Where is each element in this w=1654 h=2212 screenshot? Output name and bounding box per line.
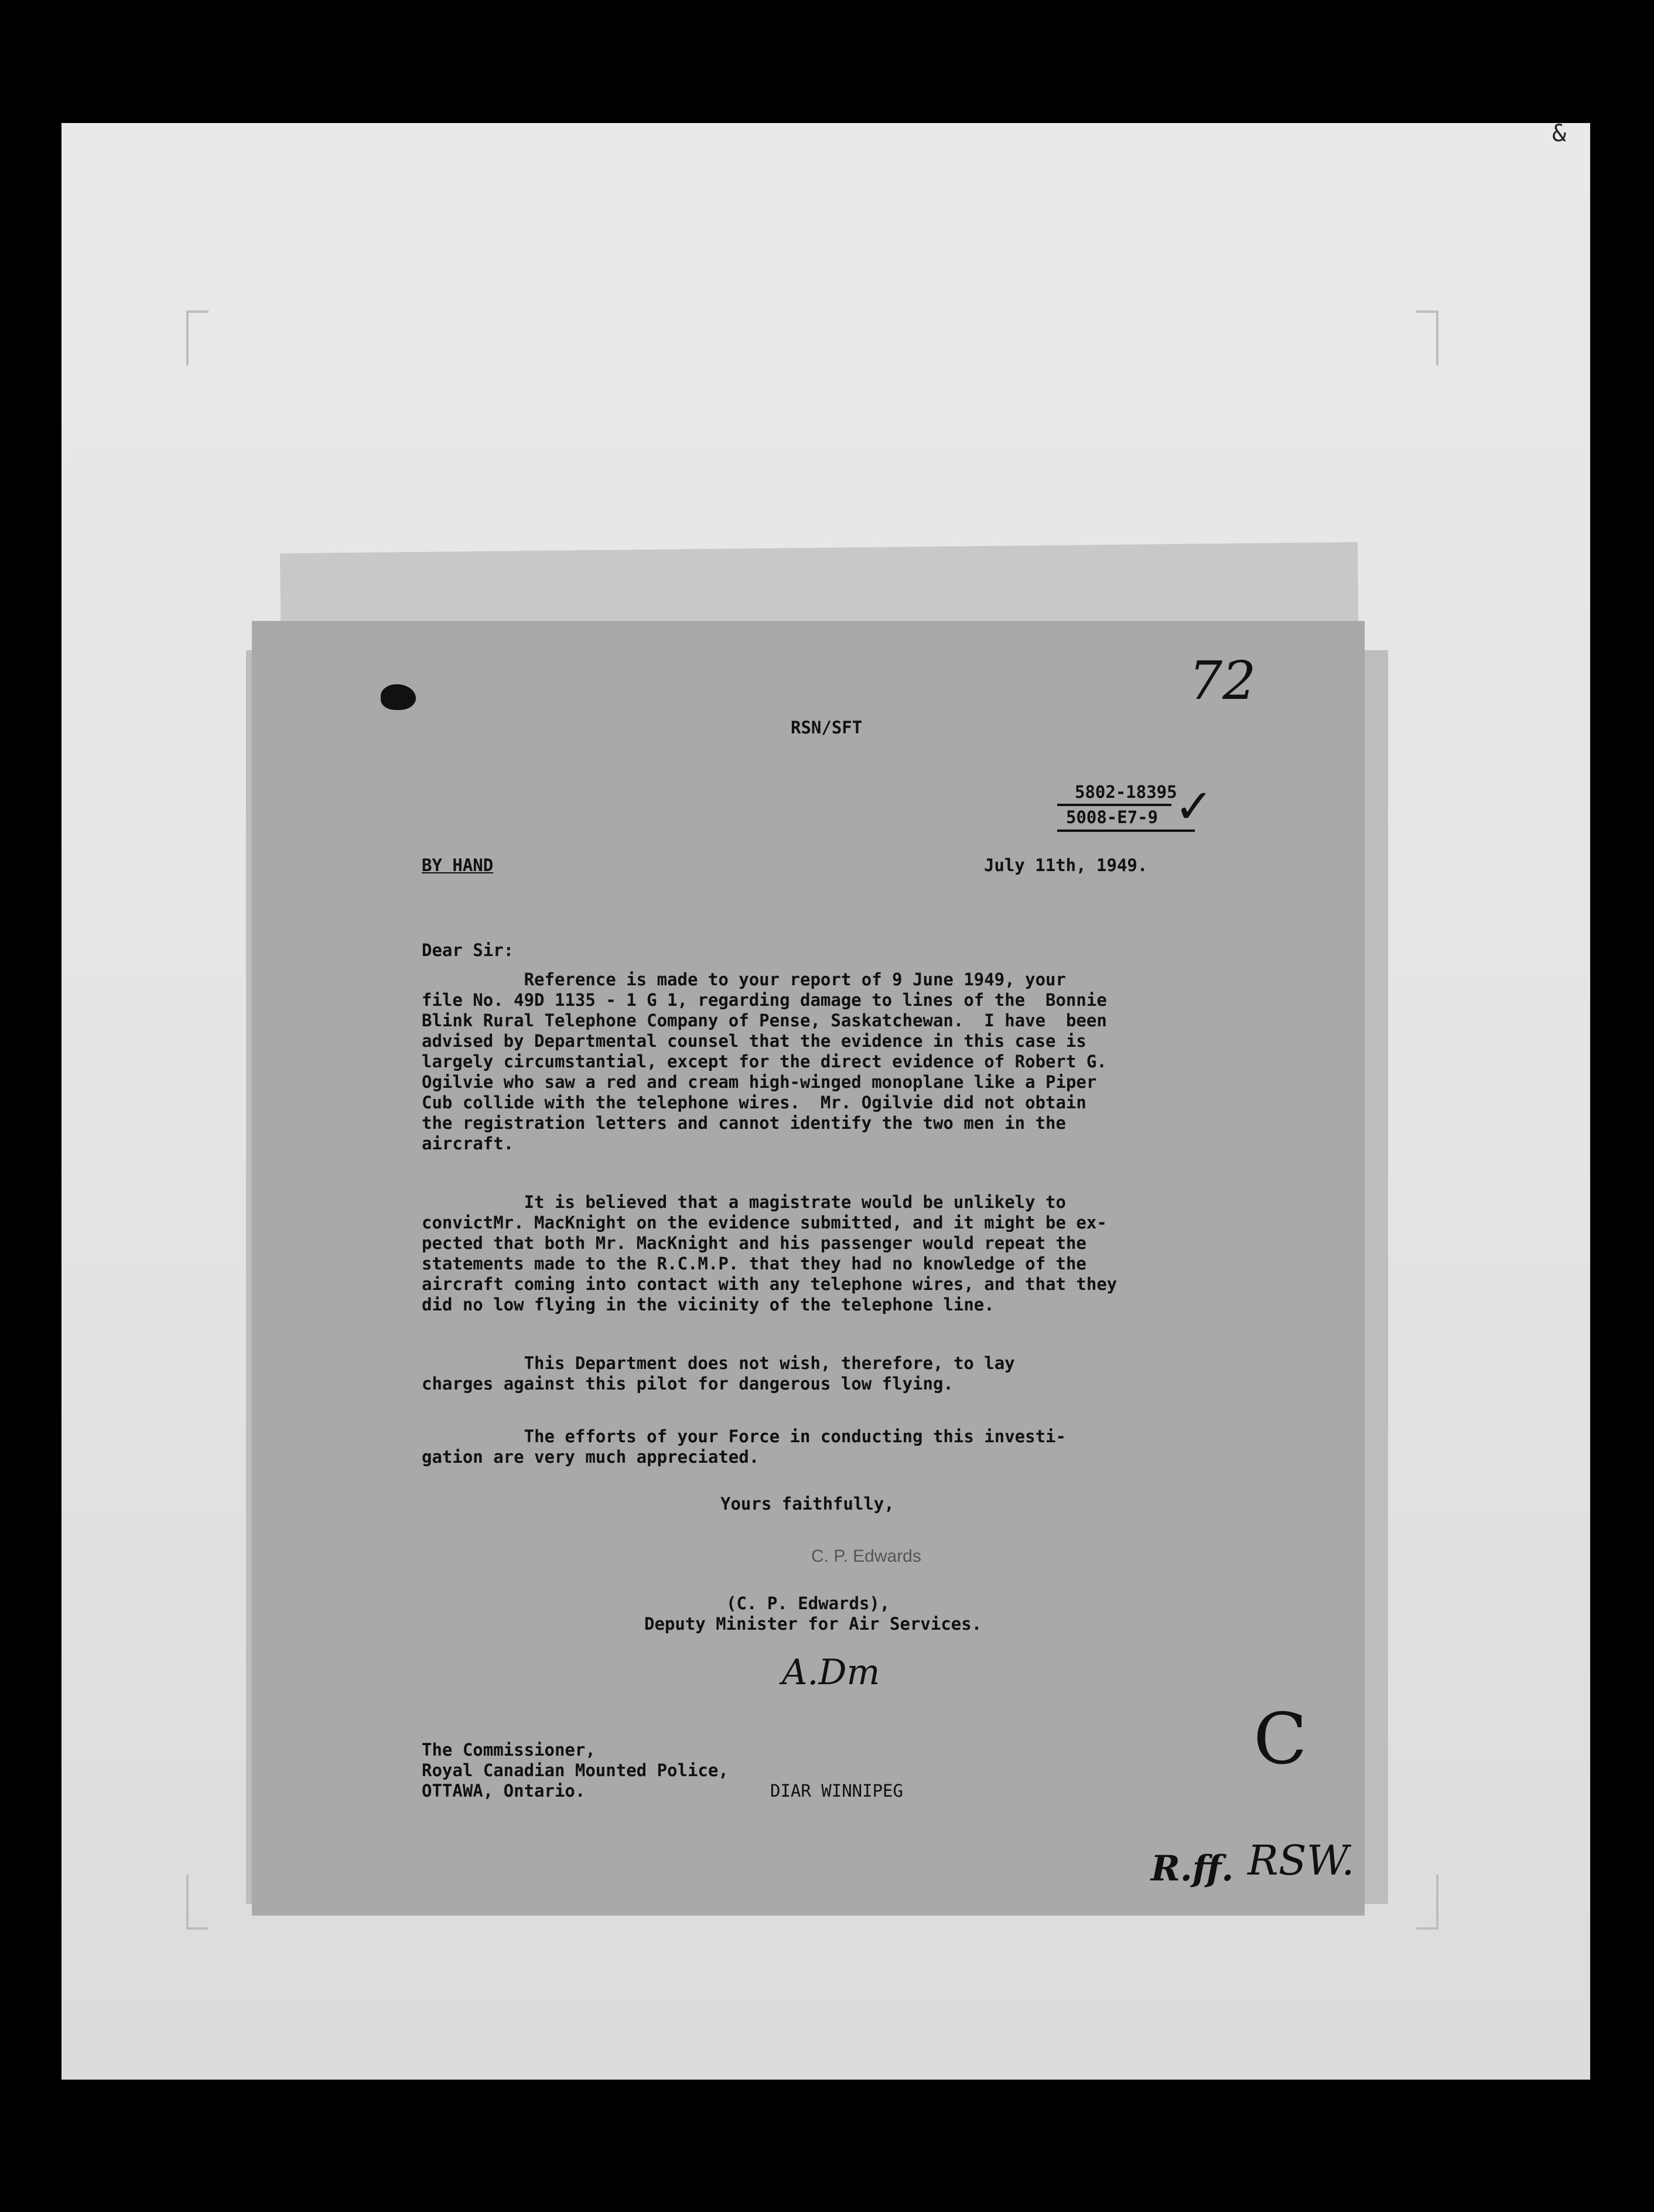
- reference-initials: RSN/SFT: [791, 718, 863, 738]
- delivery-method: BY HAND: [422, 855, 494, 875]
- closing: Yours faithfully,: [720, 1494, 894, 1514]
- body-line: Ogilvie who saw a red and cream high-winged monoplane like a Piper: [422, 1072, 1097, 1092]
- addressee-line: The Commissioner,: [422, 1740, 596, 1760]
- body-line: It is believed that a magistrate would be unlikely to: [422, 1192, 1066, 1212]
- edge-mark: &: [1552, 120, 1567, 147]
- page-number: 72: [1189, 650, 1256, 712]
- body-line: largely circumstantial, except for the direct evidence of Robert G.: [422, 1052, 1107, 1071]
- addressee-line: OTTAWA, Ontario.: [422, 1781, 586, 1801]
- body-line: Blink Rural Telephone Company of Pense, Saskatchewan. I have been: [422, 1011, 1107, 1030]
- handwritten-initials-bottom-2: RSW.: [1248, 1836, 1355, 1885]
- body-line: aircraft.: [422, 1134, 514, 1153]
- file-reference-1: 5802-18395: [1075, 782, 1177, 802]
- addressee-line: Royal Canadian Mounted Police,: [422, 1760, 729, 1780]
- body-line: charges against this pilot for dangerous low flying.: [422, 1374, 954, 1394]
- body-line: The efforts of your Force in conducting this investi-: [422, 1426, 1066, 1446]
- crop-mark-bottom-left: [186, 1875, 209, 1930]
- body-line: This Department does not wish, therefore, to lay: [422, 1353, 1015, 1373]
- body-line: pected that both Mr. MacKnight and his passenger would repeat the: [422, 1233, 1086, 1253]
- file-reference-2: 5008-E7-9: [1066, 807, 1159, 827]
- margin-mark: C: [1253, 1699, 1307, 1780]
- signatory-title: Deputy Minister for Air Services.: [644, 1614, 982, 1634]
- checkmark-icon: ✓: [1174, 779, 1214, 834]
- body-line: did no low flying in the vicinity of the telephone line.: [422, 1295, 995, 1315]
- punch-hole: [381, 684, 416, 710]
- salutation: Dear Sir:: [422, 940, 514, 960]
- body-line: the registration letters and cannot identify the two men in the: [422, 1113, 1066, 1133]
- signatory-name: (C. P. Edwards),: [726, 1593, 890, 1613]
- body-line: Reference is made to your report of 9 June 1949, your: [422, 970, 1066, 989]
- body-line: convictMr. MacKnight on the evidence submitted, and it might be ex-: [422, 1213, 1107, 1233]
- letter-date: July 11th, 1949.: [984, 855, 1148, 875]
- signature-stamp: C. P. Edwards: [811, 1547, 921, 1566]
- body-line: statements made to the R.C.M.P. that they had no knowledge of the: [422, 1254, 1086, 1274]
- body-line: gation are very much appreciated.: [422, 1447, 760, 1467]
- body-line: aircraft coming into contact with any telephone wires, and that they: [422, 1274, 1118, 1294]
- body-line: Cub collide with the telephone wires. Mr. Ogilvie did not obtain: [422, 1093, 1086, 1112]
- file-reference-rule: [1057, 804, 1171, 806]
- body-line: advised by Departmental counsel that the evidence in this case is: [422, 1031, 1086, 1051]
- handwritten-initials: A.Dm: [782, 1652, 880, 1693]
- crop-mark-top-left: [186, 310, 209, 366]
- crop-mark-bottom-right: [1416, 1875, 1438, 1930]
- handwritten-initials-bottom-1: R.ff.: [1151, 1848, 1234, 1889]
- crop-mark-top-right: [1416, 310, 1438, 366]
- letter-page: [252, 621, 1365, 1916]
- distribution-note: DIAR WINNIPEG: [770, 1781, 903, 1801]
- body-line: file No. 49D 1135 - 1 G 1, regarding damage to lines of the Bonnie: [422, 990, 1107, 1010]
